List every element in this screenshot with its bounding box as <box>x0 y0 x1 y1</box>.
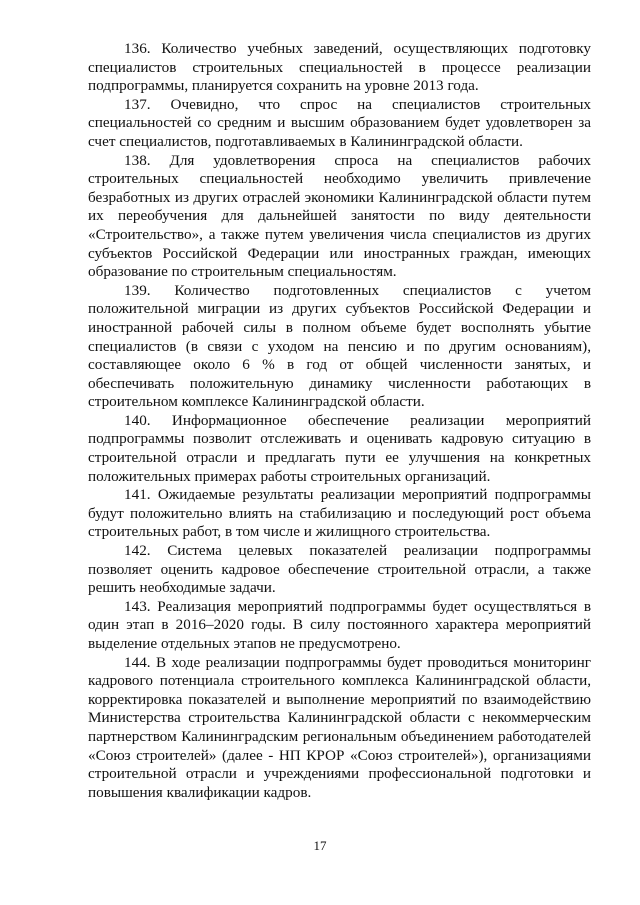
paragraph-142: 142. Система целевых показателей реализации подпрограммы позволяет оценить кадровое обеспечение строительной отрасли, а также решить необходимые задачи. <box>88 542 591 597</box>
document-body <box>88 40 591 802</box>
paragraph-138: 138. Для удовлетворения спроса на специалистов рабочих строительных специальностей необходимо увеличить привлечение безработных из других отраслей экономики Калининградской области путем их переобучения для дальнейшей занятости по виду деятельности «Строительство», а также путем увеличения числа специалистов из других субъектов Российской Федерации или иностранных граждан, имеющих образование по строительным специальностям. <box>88 151 591 281</box>
paragraph-140: 140. Информационное обеспечение реализации мероприятий подпрограммы позволит отслеживать и оценивать кадровую ситуацию в строительной отрасли и предлагать пути ее улучшения на конкретных положительных примерах работы строительных организаций. <box>88 411 591 485</box>
paragraph-144: 144. В ходе реализации подпрограммы будет проводиться мониторинг кадрового потенциала строительного комплекса Калининградской области, корректировка показателей и выполнение мероприятий по взаимодействию Министерства строительства Калининградской области с некоммерческим партнерством Калининградским региональным объединением работодателей «Союз строителей» (далее - НП КРОР «Союз строителей»), организациями строительной отрасли и учреждениями профессиональной подготовки и повышения квалификации кадров. <box>88 653 591 801</box>
paragraph-143: 143. Реализация мероприятий подпрограммы будет осуществляться в один этап в 2016–2020 годы. В силу постоянного характера мероприятий выделение отдельных этапов не предусмотрено. <box>88 597 591 652</box>
paragraph-137: 137. Очевидно, что спрос на специалистов строительных специальностей со средним и высшим образованием будет удовлетворен за счет специалистов, подготавливаемых в Калининградской области. <box>88 95 591 150</box>
paragraph-136: 136. Количество учебных заведений, осуществляющих подготовку специалистов строительных специальностей в процессе реализации подпрограммы, планируется сохранить на уровне 2013 года. <box>88 40 591 95</box>
paragraph-139: 139. Количество подготовленных специалистов с учетом положительной миграции из других субъектов Российской Федерации и иностранной рабочей силы в полном объеме будет восполнять убытие специалистов (в связи с уходом на пенсию и по другим основаниям), составляющее около 6 % в год от общей численности занятых, и обеспечивать положительную динамику численности работающих в строительном комплексе Калининградской области. <box>88 281 591 411</box>
page-number: 17 <box>313 838 327 853</box>
paragraph-141: 141. Ожидаемые результаты реализации мероприятий подпрограммы будут положительно влиять на стабилизацию и последующий рост объема строительных работ, в том числе и жилищного строительства. <box>88 486 591 541</box>
